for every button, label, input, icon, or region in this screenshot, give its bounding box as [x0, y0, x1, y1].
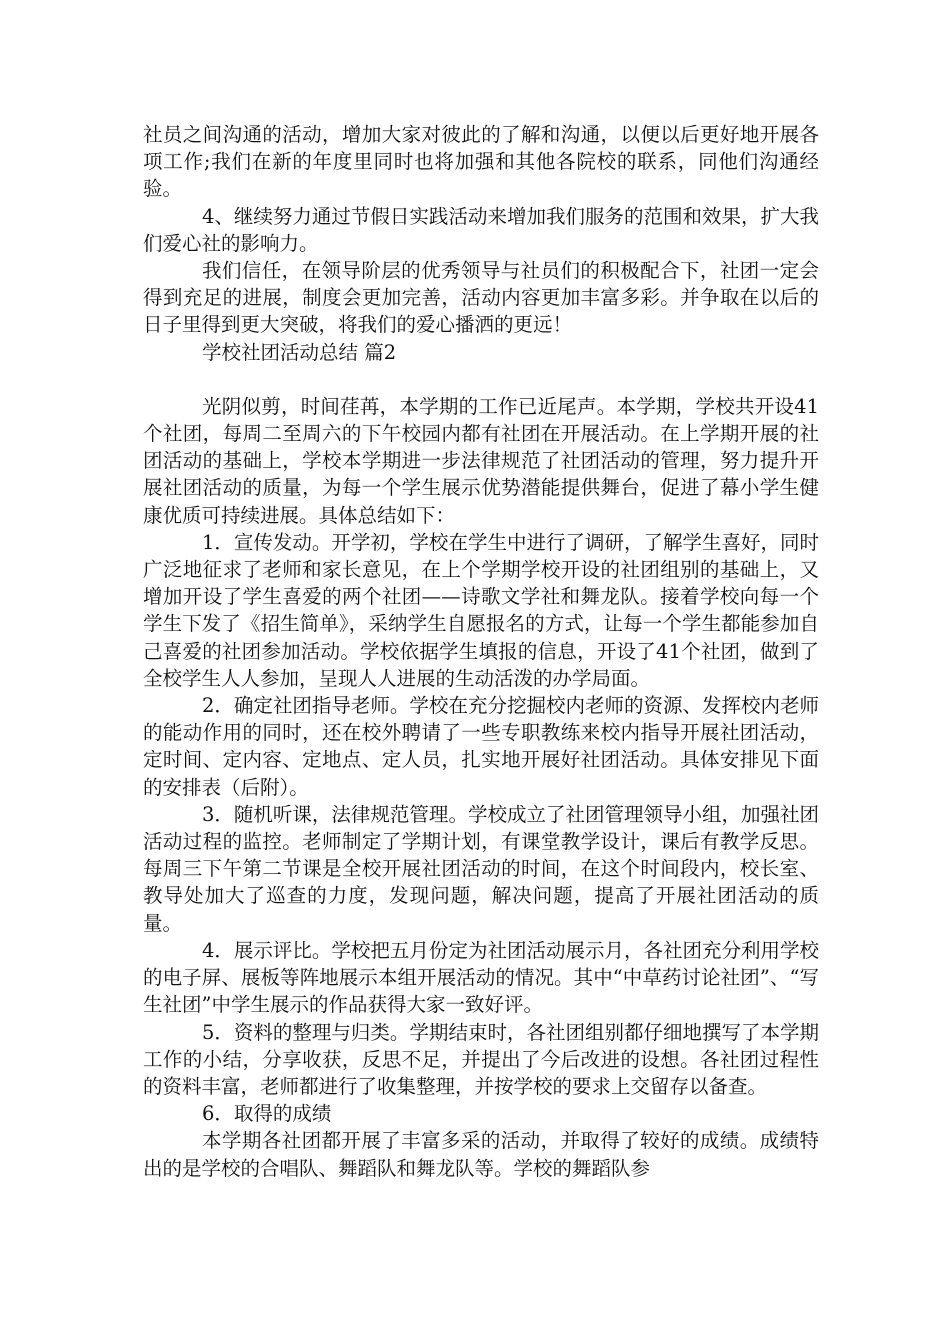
- section-heading: 学校社团活动总结 篇2: [202, 340, 397, 364]
- document-body: [143, 121, 819, 1182]
- paragraph-intro: 光阴似剪，时间荏苒，本学期的工作已近尾声。本学期，学校共开设41个社团，每周二至周六的下午校园内都有社团在开展活动。在上学期开展的社团活动的基础上，学校本学期进一步法律规范了社团活动的管理，努力提升开展社团活动的质量，为每一个学生展示优势潜能提供舞台，促进了幕小学生健康优质可持续进展。具体总结如下：: [143, 394, 819, 527]
- blank-line: [143, 366, 819, 393]
- paragraph-point-6-heading: 6．取得的成绩: [202, 1102, 332, 1126]
- paragraph-point-4: 4．展示评比。学校把五月份定为社团活动展示月，各社团充分利用学校的电子屏、展板等阵地展示本组开展活动的情况。其中“中草药讨论社团”、“写生社团”中学生展示的作品获得大家一致好评。: [143, 938, 819, 1017]
- paragraph-point-1: 1．宣传发动。开学初，学校在学生中进行了调研，了解学生喜好，同时广泛地征求了老师和家长意见，在上个学期学校开设的社团组别的基础上，又增加开设了学生喜爱的两个社团——诗歌文学社和舞龙队。接着学校向每一个学生下发了《招生简单》，采纳学生自愿报名的方式，让每一个学生都能参加自己喜爱的社团参加活动。学校依据学生填报的信息，开设了41个社团，做到了全校学生人人参加，呈现人人进展的生动活泼的办学局面。: [143, 530, 819, 690]
- paragraph-point-2: 2．确定社团指导老师。学校在充分挖掘校内老师的资源、发挥校内老师的能动作用的同时，还在校外聘请了一些专职教练来校内指导开展社团活动，定时间、定内容、定地点、定人员，扎实地开展好社团活动。具体安排见下面的安排表（后附）。: [143, 694, 819, 799]
- paragraph-point-5: 5．资料的整理与归类。学期结束时，各社团组别都仔细地撰写了本学期工作的小结，分享收获，反思不足，并提出了今后改进的设想。各社团过程性的资料丰富，老师都进行了收集整理，并按学校的要求上交留存以备查。: [143, 1020, 819, 1098]
- paragraph-item-4: 4、继续努力通过节假日实践活动来增加我们服务的范围和效果，扩大我们爱心社的影响力。: [143, 204, 819, 255]
- paragraph-achievements: 本学期各社团都开展了丰富多采的活动，并取得了较好的成绩。成绩特出的是学校的合唱队、舞蹈队和舞龙队等。学校的舞蹈队参: [143, 1129, 819, 1180]
- paragraph-point-3: 3．随机听课，法律规范管理。学校成立了社团管理领导小组，加强社团活动过程的监控。老师制定了学期计划，有课堂教学设计，课后有教学反思。每周三下午第二节课是全校开展社团活动的时间，在这个时间段内，校长室、教导处加大了巡查的力度，发现问题，解决问题，提高了开展社团活动的质量。: [143, 802, 819, 935]
- paragraph-closing: 我们信任，在领导阶层的优秀领导与社员们的积极配合下，社团一定会得到充足的进展，制度会更加完善，活动内容更加丰富多彩。并争取在以后的日子里得到更大突破，将我们的爱心播洒的更远！: [143, 259, 819, 337]
- paragraph-continuation: 社员之间沟通的活动，增加大家对彼此的了解和沟通，以便以后更好地开展各项工作;我们在新的年度里同时也将加强和其他各院校的联系，同他们沟通经验。: [143, 123, 819, 201]
